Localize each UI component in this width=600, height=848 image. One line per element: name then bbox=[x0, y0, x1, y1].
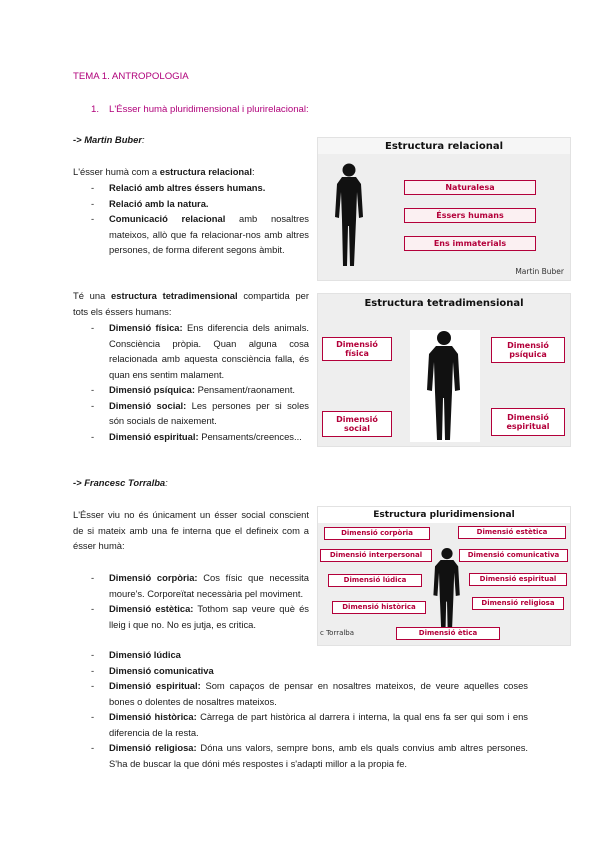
item-text: Dóna uns valors, sempre bons, amb els quals convius amb altres persones. S'ha de buscar la que dóni més respostes i s'adapti millor a la propia fe. bbox=[109, 742, 528, 769]
figure-estructura-tetradimensional bbox=[317, 293, 571, 447]
list-item bbox=[73, 320, 309, 382]
box-essers-humans: Éssers humans bbox=[404, 208, 536, 223]
figure-estructura-pluridimensional bbox=[317, 506, 571, 646]
item-text: Les persones per si soles són socials de naixement. bbox=[109, 399, 309, 426]
box-dimensio-espiritual: Dimensió espiritual bbox=[469, 573, 567, 586]
torralba-heading-colon: : bbox=[165, 477, 168, 488]
box-dimensio-comunicativa: Dimensió comunicativa bbox=[459, 549, 568, 562]
buber-intro-prefix: L'ésser humà com a bbox=[73, 166, 160, 177]
figure-caption: Martin Buber bbox=[515, 267, 564, 276]
box-ens-immaterials: Ens immaterials bbox=[404, 236, 536, 251]
figure-caption: c Torralba bbox=[320, 629, 355, 637]
tetra-list bbox=[73, 320, 309, 444]
item-text: Cos físic que necessita moure's. Corporeïtat necessària pel moviment. bbox=[109, 572, 309, 599]
item-text: Tothom sap veure què és lleig i que no. No es jutja, es critica. bbox=[109, 603, 309, 630]
box-dimensio-religiosa: Dimensió religiosa bbox=[472, 597, 564, 610]
item-text: amb nosaltres mateixos, allò que fa relacionar-nos amb altres persones, de forma diferent segons àmbit. bbox=[109, 213, 309, 255]
box-dimensio-corporia: Dimensió corpòria bbox=[324, 527, 430, 540]
item-text: Càrrega de part històrica al darrera i interna, la qual ens fa ser qui som i ens diferencia de la resta. bbox=[109, 711, 528, 738]
item-bold: Dimensió social: bbox=[109, 399, 187, 411]
item-bold: Comunicació relacional bbox=[109, 213, 226, 224]
torralba-heading-text: -> Francesc Torralba bbox=[73, 477, 166, 488]
item-text: Som capaços de pensar en nosaltres mateixos, de veure aquelles coses bones o dolentes de nosaltres mateixos. bbox=[109, 680, 528, 707]
box-dimensio-etica: Dimensió ètica bbox=[396, 627, 500, 640]
list-item bbox=[73, 196, 309, 212]
item-text: Pensament/raonament. bbox=[194, 384, 296, 395]
item-bold: Dimensió estètica: bbox=[109, 603, 194, 614]
list-item bbox=[73, 709, 528, 740]
page-title: TEMA 1. ANTROPOLOGIA bbox=[73, 71, 189, 82]
list-item bbox=[73, 678, 528, 709]
torralba-list-bottom bbox=[73, 647, 528, 771]
box-dimensio-historica: Dimensió històrica bbox=[332, 601, 426, 614]
list-item bbox=[73, 211, 309, 258]
tetra-intro-suffix: compartida per tots els éssers humans: bbox=[73, 290, 309, 317]
box-dimensio-ludica: Dimensió lúdica bbox=[328, 574, 422, 587]
box-dimensio-psiquica: Dimensió psíquica bbox=[491, 337, 565, 363]
buber-intro-suffix: : bbox=[251, 166, 255, 177]
list-item bbox=[73, 647, 528, 663]
item-bold: Dimensió religiosa: bbox=[109, 742, 197, 753]
item-bold: Dimensió corpòria: bbox=[109, 572, 198, 583]
list-item bbox=[73, 570, 309, 601]
list-item bbox=[73, 398, 309, 429]
buber-intro bbox=[73, 164, 313, 180]
torralba-intro: L'Ésser viu no és únicament un ésser social conscient de si mateix amb una fe interna que el defineix com a ésser humà: bbox=[73, 509, 309, 551]
buber-heading-colon: : bbox=[142, 134, 145, 145]
item-text: Ens diferencia dels animals. Consciència pròpia. Quan alguna cosa relacionada amb aquesta consciència falla, és quan ens sentim malament. bbox=[109, 322, 309, 380]
person-silhouette-icon bbox=[424, 330, 464, 442]
list-item bbox=[73, 429, 309, 445]
list-item bbox=[73, 601, 309, 632]
figure-title: Estructura relacional bbox=[384, 141, 503, 152]
item-bold: Dimensió física: bbox=[109, 322, 183, 333]
list-item bbox=[73, 382, 309, 398]
buber-list bbox=[73, 180, 309, 258]
person-silhouette-icon bbox=[330, 162, 368, 268]
torralba-heading bbox=[73, 477, 168, 488]
item-bold: Relació amb altres éssers humans. bbox=[109, 182, 266, 193]
item-text: Pensaments/creences... bbox=[198, 430, 302, 442]
tetra-intro bbox=[73, 288, 309, 319]
item-bold: Relació amb la natura. bbox=[109, 197, 209, 209]
figure-title: Estructura pluridimensional bbox=[373, 510, 515, 520]
buber-heading-text: -> Martin Buber bbox=[73, 134, 143, 145]
box-dimensio-estetica: Dimensió estètica bbox=[458, 526, 566, 539]
list-item bbox=[73, 740, 528, 771]
item-bold: Dimensió històrica: bbox=[109, 711, 197, 722]
tetra-intro-prefix: Té una bbox=[73, 290, 112, 301]
tetra-intro-bold: estructura tetradimensional bbox=[111, 290, 238, 301]
item-bold: Dimensió espiritual: bbox=[109, 430, 199, 442]
figure-estructura-relacional bbox=[317, 137, 571, 281]
figure-title: Estructura tetradimensional bbox=[364, 298, 524, 309]
list-item bbox=[73, 180, 309, 196]
buber-heading bbox=[73, 134, 145, 145]
section-number: 1. bbox=[91, 104, 100, 115]
box-dimensio-interpersonal: Dimensió interpersonal bbox=[320, 549, 432, 562]
box-dimensio-social: Dimensió social bbox=[322, 411, 392, 437]
item-bold: Dimensió espiritual: bbox=[109, 680, 201, 691]
item-bold: Dimensió lúdica bbox=[109, 649, 181, 660]
section-title: L'Ésser humà pluridimensional i plurirelacional: bbox=[109, 104, 309, 115]
torralba-list-top bbox=[73, 570, 309, 632]
box-dimensio-fisica: Dimensió física bbox=[322, 337, 392, 361]
buber-intro-bold: estructura relacional bbox=[159, 166, 252, 177]
list-item bbox=[73, 663, 528, 679]
item-bold: Dimensió comunicativa bbox=[109, 664, 214, 676]
box-dimensio-espiritual: Dimensió espiritual bbox=[491, 408, 565, 436]
box-naturalesa: Naturalesa bbox=[404, 180, 536, 195]
item-bold: Dimensió psíquica: bbox=[109, 384, 195, 395]
